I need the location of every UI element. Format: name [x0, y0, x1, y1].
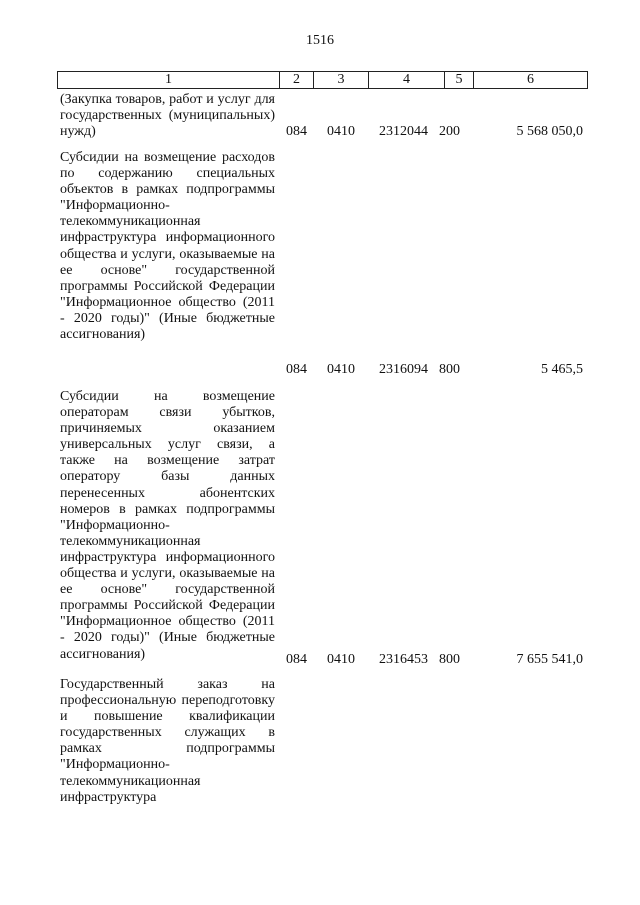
- row-2-sum: 5 465,5: [541, 362, 583, 377]
- row-1-rz: 0410: [327, 124, 355, 139]
- row-2-description: Субсидии на возмещение расходов по содержанию специальных объектов в рамках подпрограммы "Информационно-телекоммуникационная инфраструктура информационного общества и услуги, оказываемые на ее основе" государственной программы Российской Федерации "Информационное общество (2011 - 2020 годы)" (Иные бюджетные ассигнования): [60, 150, 275, 343]
- row-1-vr: 200: [439, 124, 460, 139]
- page-number: 1516: [306, 33, 334, 48]
- row-4-description: Государственный заказ на профессиональную переподготовку и повышение квалификации государственных служащих в рамках подпрограммы "Информационно-телекоммуникационная инфраструктура: [60, 677, 275, 805]
- row-2-cs: 2316094: [379, 362, 428, 377]
- header-col-1: 1: [165, 72, 172, 87]
- row-1-cs: 2312044: [379, 124, 428, 139]
- row-3-cs: 2316453: [379, 652, 428, 667]
- row-1-description: (Закупка товаров, работ и услуг для государственных (муниципальных) нужд): [60, 92, 275, 140]
- row-1-gr: 084: [286, 124, 307, 139]
- row-3-rz: 0410: [327, 652, 355, 667]
- row-1-sum: 5 568 050,0: [516, 124, 583, 139]
- header-col-3: 3: [313, 72, 368, 88]
- header-col-4: 4: [368, 72, 444, 88]
- row-2-gr: 084: [286, 362, 307, 377]
- row-3-gr: 084: [286, 652, 307, 667]
- header-col-2: 2: [279, 72, 313, 88]
- row-3-description: Субсидии на возмещение операторам связи убытков, причиняемых оказанием универсальных услуг связи, а также на возмещение затрат оператору базы данных перенесенных абонентских номеров в рамках подпрограммы "Информационно-телекоммуникационная инфраструктура информационного общества и услуги, оказываемые на ее основе" государственной программы Российской Федерации "Информационное общество (2011 - 2020 годы)" (Иные бюджетные ассигнования): [60, 389, 275, 662]
- row-3-vr: 800: [439, 652, 460, 667]
- row-3-sum: 7 655 541,0: [516, 652, 583, 667]
- header-col-6: 6: [473, 72, 587, 88]
- row-2-rz: 0410: [327, 362, 355, 377]
- header-col-5: 5: [444, 72, 473, 88]
- table-header: [57, 71, 588, 89]
- row-2-vr: 800: [439, 362, 460, 377]
